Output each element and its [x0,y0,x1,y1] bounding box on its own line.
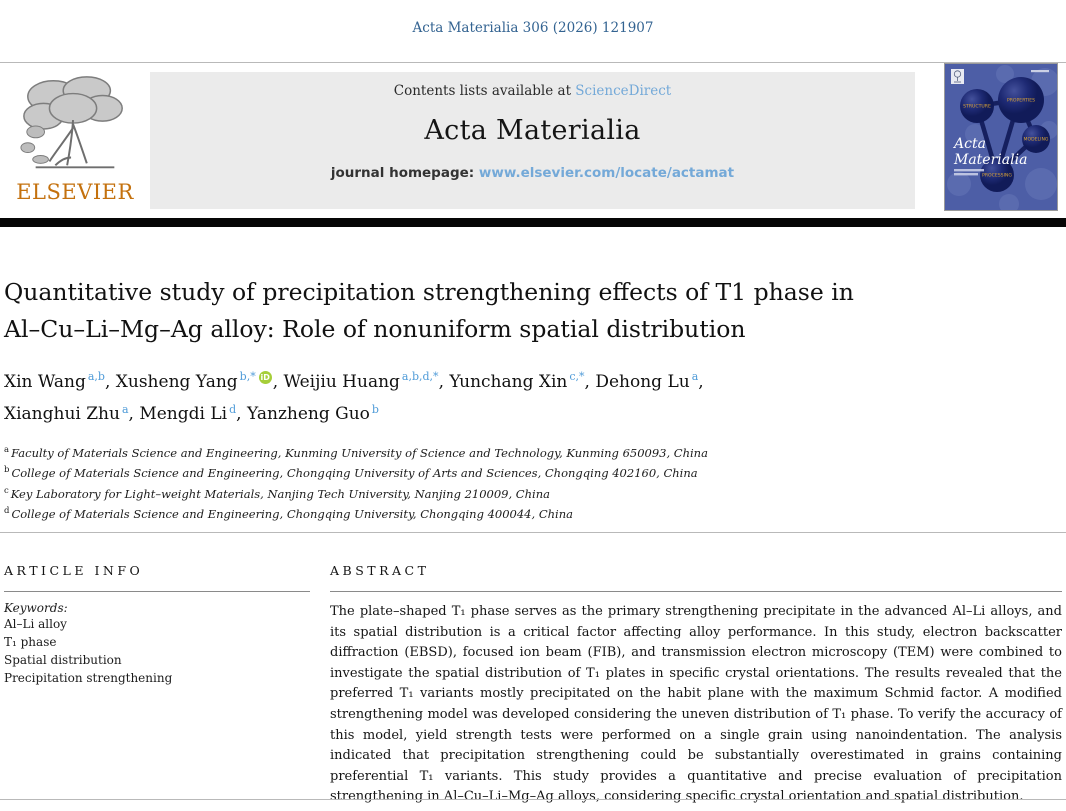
abstract-column [330,563,1062,808]
homepage-label: journal homepage: [330,165,479,181]
abstract-rule [330,591,1062,592]
header-divider [0,62,1066,63]
elsevier-tree-icon [16,70,134,182]
article-info-column [4,563,310,687]
author[interactable]: Yunchang Xin $^{c,*}$, [449,370,596,392]
contents-lists-line [150,83,915,99]
journal-banner [150,72,915,209]
author[interactable]: Xin Wang $^{a,b}$, [4,370,116,392]
author-list [4,363,984,428]
affiliation: $^a$ Faculty of Materials Science and Engineering, Kunming University of Science and Technology, Kunming 650093, China [4,445,708,460]
journal-cover-art [945,64,1057,210]
orcid-icon[interactable]: iD [260,373,270,382]
journal-title: Acta Materialia [424,115,641,146]
article-title-line2: Al–Cu–Li–Mg–Ag alloy: Role of nonuniform spatial distribution [4,315,746,343]
homepage-link[interactable]: www.elsevier.com/locate/actamat [478,165,735,181]
journal-cover-thumbnail[interactable] [944,63,1058,211]
sciencedirect-link[interactable]: ScienceDirect [575,83,672,99]
article-title-line1: Quantitative study of precipitation strengthening effects of T1 phase in [4,278,854,306]
cover-sphere-structure: STRUCTURE [963,104,991,110]
elsevier-wordmark: ELSEVIER [16,180,134,204]
keywords-label: Keywords: [4,601,68,615]
author[interactable]: Dehong Lu $^a$, [595,370,704,392]
affiliation: $^d$ College of Materials Science and Engineering, Chongqing University, Chongqing 400044, China [4,505,573,521]
article-info-rule [4,591,310,592]
author[interactable]: Weijiu Huang $^{a,b,d,*}$, [283,370,450,392]
cover-title-line1: Acta [954,136,986,152]
author[interactable]: Xusheng Yang $^{b,*}$ iD , [115,370,284,392]
cover-sphere-properties: PROPERTIES [1006,98,1036,104]
footer-divider [0,799,1066,800]
abstract-text: The plate–shaped T₁ phase serves as the primary strengthening precipitate in the advanced Al–Li alloys, and its spatial distribution is a critical factor affecting alloy performance. In this study, electron backscatter diffraction (EBSD), focused ion beam (FIB), and transmission electron microscopy (TEM) were combined to investigate the spatial distribution of T₁ plates in specific crystal orientations. The results revealed that the preferred T₁ variants mostly precipitated on the habit plane with the maximum Schmid factor. A modified strengthening model was developed considering the uneven distribution of T₁ phase. To verify the accuracy of this model, yield strength tests were performed on a single grain using nanoindentation. The analysis indicated that precipitation strengthening could be substantially overestimated in grains containing preferential T₁ variants. This study provides a quantitative and precise evaluation of precipitation strengthening in Al–Cu–Li–Mg–Ag alloys, considering specific crystal orientation and spatial distribution. [330,604,1062,805]
keyword: Al–Li alloy [4,617,67,631]
affiliation: $^b$ College of Materials Science and Engineering, Chongqing University of Arts and Sciences, Chongqing 402160, China [4,465,698,481]
keyword: T₁ phase [4,635,57,649]
elsevier-logo[interactable] [2,70,148,210]
author[interactable]: Xianghui Zhu $^a$, [4,402,140,425]
affiliations [4,442,904,523]
article-info-header: ARTICLE INFO [4,563,144,578]
cover-title-line2: Materialia [954,152,1028,168]
author[interactable]: Mengdi Li $^d$, [139,402,247,425]
author[interactable]: Yanzheng Guo $^b$ [246,402,379,425]
cover-sphere-modeling: MODELING [1023,137,1049,143]
journal-citation: Acta Materialia 306 (2026) 121907 [412,20,654,36]
keyword: Precipitation strengthening [4,671,173,685]
journal-homepage-line [150,165,915,181]
cover-sphere-processing: PROCESSING [982,173,1012,179]
contents-lists-text: Contents lists available at [393,83,576,99]
affiliation: $^c$ Key Laboratory for Light–weight Materials, Nanjing Tech University, Nanjing 210009, China [4,485,550,501]
keyword: Spatial distribution [4,653,122,667]
article-title [4,274,1014,348]
info-section-divider [0,532,1066,533]
title-separator-bar [0,218,1066,227]
abstract-header: ABSTRACT [330,563,430,578]
